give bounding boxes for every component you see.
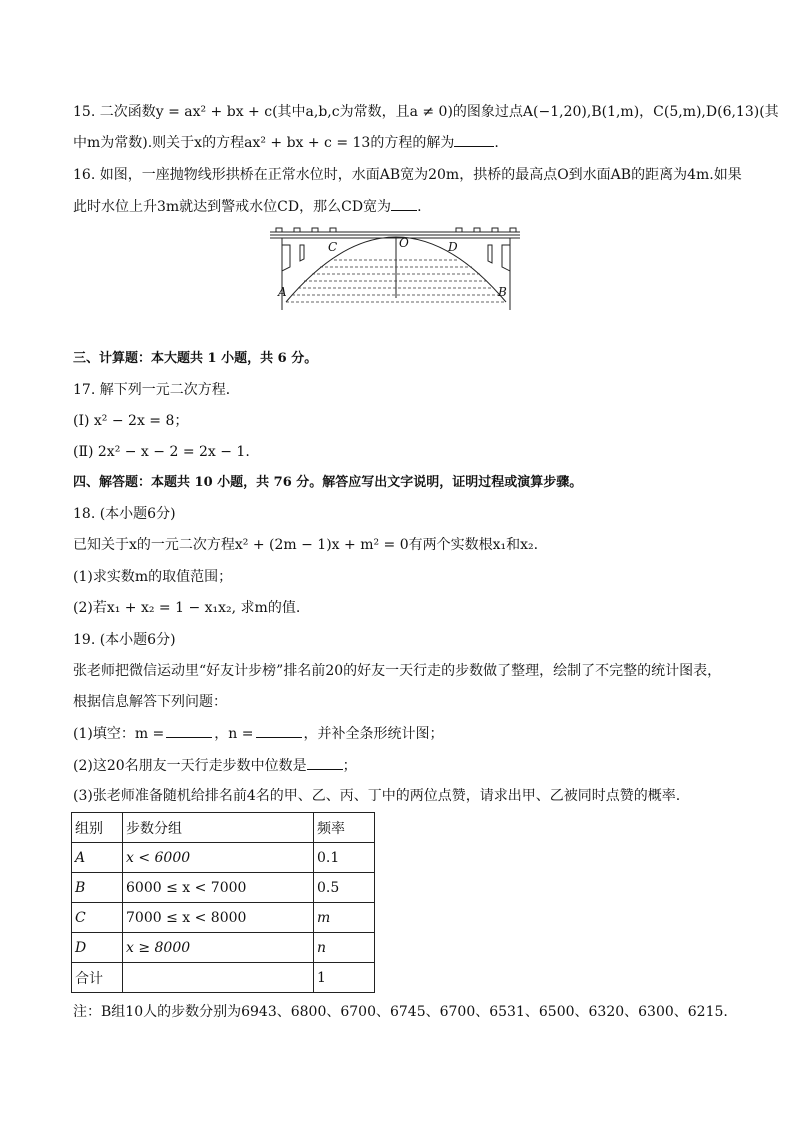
q19-part2	[73, 755, 733, 776]
q19-part1-text-c: ，并补全条形统计图；	[303, 726, 444, 742]
q15-line2-text: 中m为常数).则关于x的方程ax² + bx + c = 13的方程的解为	[73, 135, 455, 151]
q19-part1-text-b: ，n =	[214, 726, 254, 742]
cell-frequency: 0.1	[314, 843, 375, 873]
cell-group: B	[72, 873, 123, 903]
q15-answer-blank	[454, 132, 494, 147]
q15-line1: 15. 二次函数y = ax² + bx + c(其中a,b,c为常数，且a ≠ 0)的图象过点A(−1,20),B(1,m)，C(5,m),D(6,13)(其	[73, 104, 779, 120]
label-b: B	[498, 285, 507, 299]
q17-part1: (Ⅰ) x² − 2x = 8；	[73, 413, 189, 429]
cell-frequency: m	[314, 903, 375, 933]
q18-part1: (1)求实数m的取值范围；	[73, 569, 233, 585]
label-a: A	[278, 285, 287, 299]
label-c: C	[328, 240, 338, 254]
table-row	[72, 873, 375, 903]
q19-title: 19. (本小题6分)	[73, 632, 176, 648]
cell-range: x ≥ 8000	[123, 933, 314, 963]
header-frequency: 频率	[314, 813, 375, 843]
table-row	[72, 843, 375, 873]
q16-line1: 16. 如图，一座抛物线形拱桥在正常水位时，水面AB宽为20m，拱桥的最高点O到水面AB的距离为4m.如果	[73, 167, 742, 183]
cell-total-range	[123, 963, 314, 993]
q19-stem-line2: 根据信息解答下列问题：	[73, 694, 227, 710]
q16-line2-text: 此时水位上升3m就达到警戒水位CD，那么CD宽为	[73, 199, 392, 215]
cell-total-label: 合计	[72, 963, 123, 993]
cell-frequency: 0.5	[314, 873, 375, 903]
table-total-row	[72, 963, 375, 993]
q18-title: 18. (本小题6分)	[73, 506, 176, 522]
q17-part2: (Ⅱ) 2x² − x − 2 = 2x − 1.	[73, 444, 250, 460]
q19-part2-end: ；	[342, 758, 357, 774]
cell-range: 7000 ≤ x < 8000	[123, 903, 314, 933]
label-d: D	[448, 240, 458, 254]
cell-group: D	[72, 933, 123, 963]
frequency-table	[71, 812, 375, 993]
section-4-heading: 四、解答题：本题共 10 小题，共 76 分。解答应写出文字说明，证明过程或演算步骤。	[73, 475, 583, 490]
q19-part3: (3)张老师准备随机给排名前4名的甲、乙、丙、丁中的两位点赞，请求出甲、乙被同时点赞的概率.	[73, 788, 681, 804]
label-o: O	[399, 236, 409, 250]
q19-median-blank	[307, 755, 343, 770]
table-row	[72, 903, 375, 933]
q17-title: 17. 解下列一元二次方程．	[73, 382, 240, 398]
arch-bridge-figure	[268, 220, 524, 314]
cell-group: C	[72, 903, 123, 933]
q16-line2	[73, 196, 733, 217]
q16-line2-end: .	[417, 199, 422, 215]
q19-stem-line1: 张老师把微信运动里“好友计步榜”排名前20的好友一天行走的步数做了整理，绘制了不完整的统计图表，	[73, 663, 722, 679]
q19-m-blank	[166, 723, 212, 738]
q19-part2-text: (2)这20名朋友一天行走步数中位数是	[73, 758, 307, 774]
q15-line2-end: .	[494, 135, 499, 151]
cell-group: A	[72, 843, 123, 873]
table-row	[72, 933, 375, 963]
q18-stem: 已知关于x的一元二次方程x² + (2m − 1)x + m² = 0有两个实数根x₁和x₂.	[73, 537, 539, 553]
q19-part1	[73, 723, 733, 744]
q15-line2	[73, 132, 733, 153]
cell-range: x < 6000	[123, 843, 314, 873]
cell-range: 6000 ≤ x < 7000	[123, 873, 314, 903]
table-header-row	[72, 813, 375, 843]
q19-part1-text-a: (1)填空：m =	[73, 726, 165, 742]
cell-total-frequency: 1	[314, 963, 375, 993]
q18-part2: (2)若x₁ + x₂ = 1 − x₁x₂, 求m的值.	[73, 600, 301, 616]
header-group: 组别	[72, 813, 123, 843]
section-3-heading: 三、计算题：本大题共 1 小题，共 6 分。	[73, 351, 318, 366]
cell-frequency: n	[314, 933, 375, 963]
header-steps: 步数分组	[123, 813, 314, 843]
q19-n-blank	[256, 723, 302, 738]
q16-answer-blank	[391, 196, 417, 211]
q19-note: 注：B组10人的步数分别为6943、6800、6700、6745、6700、6531、6500、6320、6300、6215.	[73, 1004, 728, 1020]
